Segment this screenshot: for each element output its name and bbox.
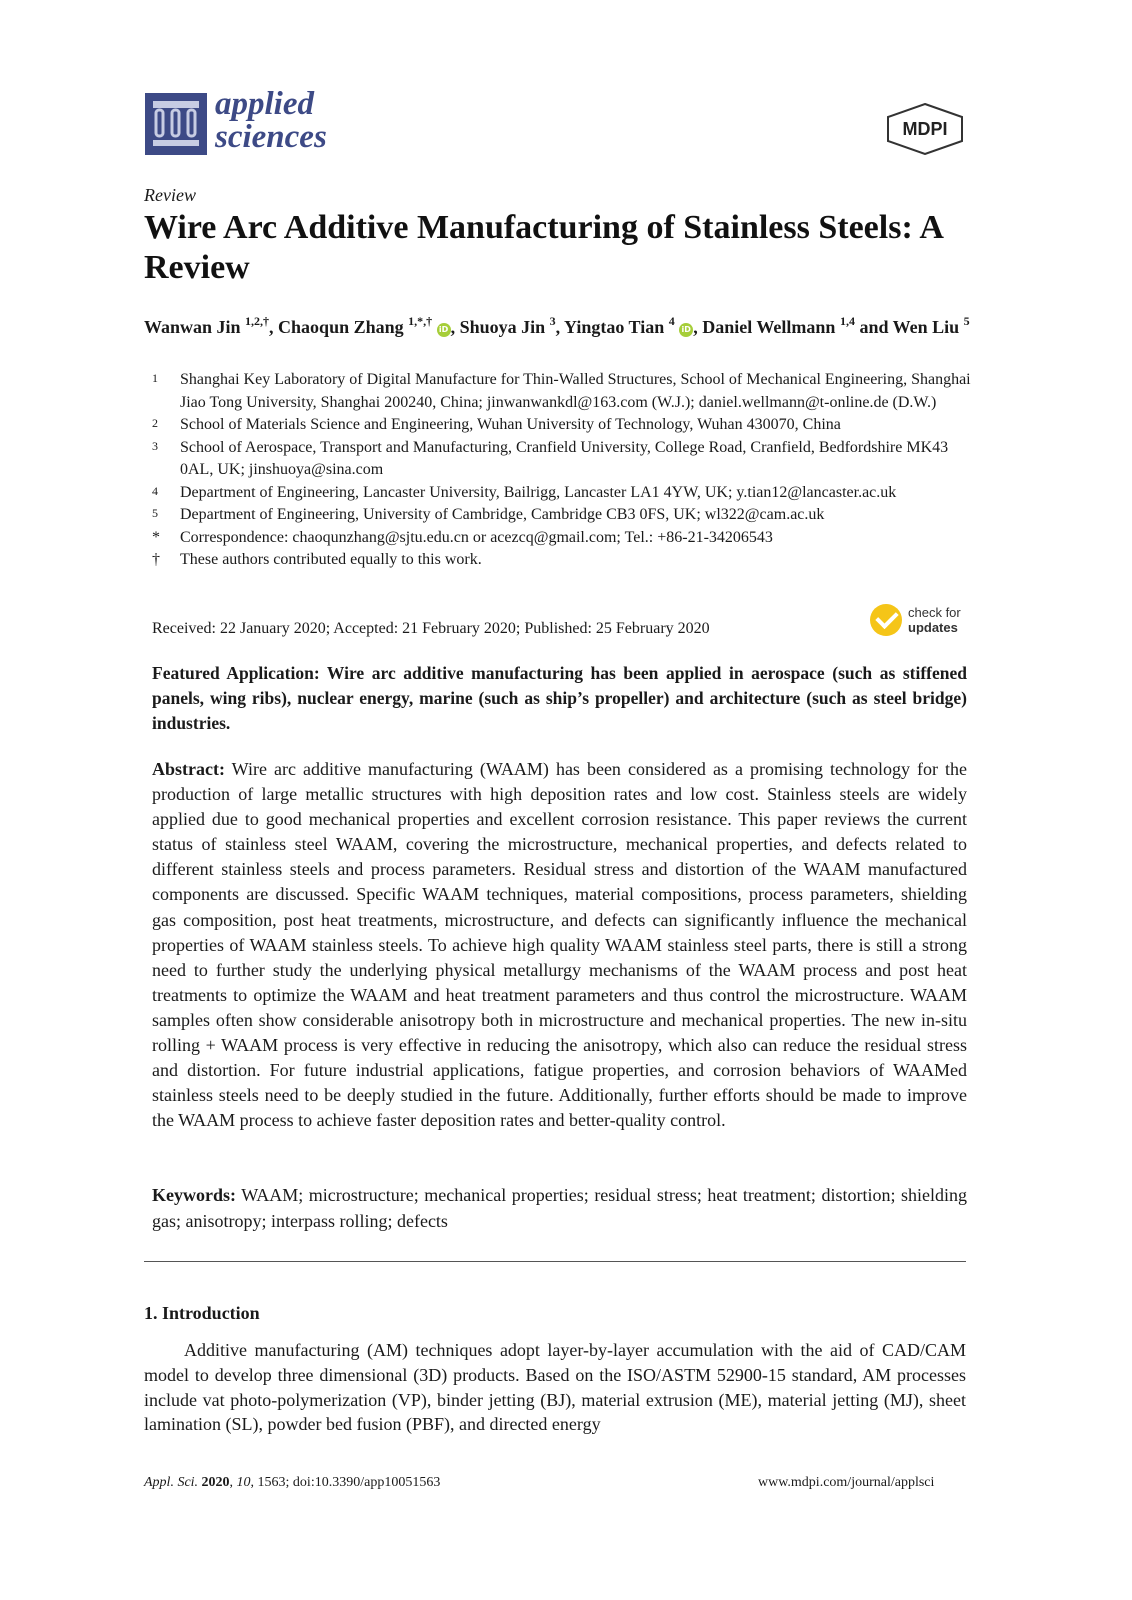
affiliation-text: Department of Engineering, Lancaster University, Bailrigg, Lancaster LA1 4YW, UK; y.tian12@lancaster.ac.uk bbox=[180, 483, 897, 501]
affiliation-item bbox=[152, 414, 982, 437]
author-separator: , bbox=[269, 317, 279, 337]
affiliation-text: Correspondence: chaoqunzhang@sjtu.edu.cn or acezcq@gmail.com; Tel.: +86-21-34206543 bbox=[180, 528, 773, 546]
affiliations bbox=[152, 369, 982, 572]
footer-volume: 10 bbox=[236, 1475, 251, 1490]
author-affiliation-marks: 3 bbox=[549, 314, 556, 328]
journal-logo-icon bbox=[145, 93, 207, 155]
affiliation-mark: 4 bbox=[152, 483, 158, 498]
keywords-text: WAAM; microstructure; mechanical properties; residual stress; heat treatment; distortion; shielding gas; anisotropy; interpass rolling; defects bbox=[152, 1185, 967, 1231]
affiliation-item bbox=[152, 482, 982, 505]
affiliation-item bbox=[152, 504, 982, 527]
article-title: Wire Arc Additive Manufacturing of Stainless Steels: A Review bbox=[144, 209, 943, 286]
affiliation-mark: 2 bbox=[152, 416, 158, 430]
author-affiliation-marks: 1,*,† bbox=[408, 314, 433, 328]
affiliation-mark: 1 bbox=[152, 371, 158, 385]
author-name: Wanwan Jin bbox=[144, 317, 241, 337]
orcid-icon[interactable]: iD bbox=[437, 323, 451, 337]
author-name: Wen Liu bbox=[892, 317, 960, 337]
footer-year: 2020 bbox=[201, 1475, 230, 1490]
affiliation-text: Department of Engineering, University of Cambridge, Cambridge CB3 0FS, UK; wl322@cam.ac.uk bbox=[180, 506, 825, 523]
author-name: Daniel Wellmann bbox=[702, 317, 836, 337]
author-affiliation-marks: 4 bbox=[668, 314, 675, 328]
keywords-label: Keywords: bbox=[152, 1185, 236, 1205]
journal-name-line1: applied bbox=[215, 86, 314, 122]
author-affiliation-marks: 1,2,† bbox=[245, 314, 270, 328]
author-name: Yingtao Tian bbox=[564, 317, 665, 337]
author-name: Chaoqun Zhang bbox=[278, 317, 404, 337]
check-for-label: check for bbox=[908, 605, 961, 620]
abstract-label: Abstract: bbox=[152, 759, 225, 779]
author-separator: and bbox=[854, 317, 893, 337]
author-separator: , bbox=[450, 317, 460, 337]
publisher-name: MDPI bbox=[902, 119, 948, 139]
check-icon bbox=[870, 604, 902, 636]
footer-doi: , 1563; doi:10.3390/app10051563 bbox=[250, 1475, 441, 1490]
article-type: Review bbox=[144, 185, 196, 205]
publication-dates: Received: 22 January 2020; Accepted: 21 February 2020; Published: 25 February 2020 bbox=[152, 620, 710, 637]
author-separator: , bbox=[555, 317, 565, 337]
affiliation-item bbox=[152, 527, 982, 550]
abstract-text: Wire arc additive manufacturing (WAAM) has been considered as a promising technology for the production of large metallic structures with high deposition rates and low cost. Stainless steels are widely applied due to good mechanical properties and excellent corrosion resistance. This paper reviews the current status of stainless steel WAAM, covering the microstructure, mechanical properties, and defects related to different stainless steels and process parameters. Residual stress and distortion of the WAAM manufactured components are discussed. Specific WAAM techniques, material compositions, process parameters, shielding gas composition, post heat treatments, microstructure, and defects can significantly influence the mechanical properties of WAAM stainless steels. To achieve high quality WAAM stainless steel parts, there is still a strong need to further study the underlying physical metallurgy mechanisms of the WAAM process and post heat treatments to optimize the WAAM and heat treatment parameters and thus control the microstructure. WAAM samples often show considerable anisotropy both in microstructure and mechanical properties. The new in-situ rolling + WAAM process is very effective in reducing the anisotropy, which also can reduce the residual stress and distortion. For future industrial applications, fatigue properties, and corrosion behaviors of WAAMed stainless steels need to be deeply studied in the future. Additionally, further efforts should be made to improve the WAAM process to achieve faster deposition rates and better-quality control. bbox=[152, 759, 967, 1131]
featured-label: Featured Application: bbox=[152, 663, 320, 683]
author-name: Shuoya Jin bbox=[459, 317, 546, 337]
affiliation-mark: † bbox=[152, 551, 160, 568]
affiliation-text: These authors contributed equally to this work. bbox=[180, 551, 482, 568]
journal-name bbox=[215, 88, 327, 154]
affiliation-text: School of Aerospace, Transport and Manufacturing, Cranfield University, College Road, Cranfield, Bedfordshire MK43 0AL, UK; jinshuoya@sina.com bbox=[180, 438, 949, 478]
updates-label: updates bbox=[908, 620, 958, 635]
author-separator: , bbox=[693, 317, 703, 337]
footer-url[interactable]: www.mdpi.com/journal/applsci bbox=[758, 1475, 935, 1490]
featured-text: Wire arc additive manufacturing has been applied in aerospace (such as stiffened panels, wing ribs), nuclear energy, marine (such as ship’s propeller) and architecture (such as steel bridge) industries. bbox=[152, 663, 967, 733]
section-title: 1. Introduction bbox=[144, 1303, 260, 1323]
section-body: Additive manufacturing (AM) techniques adopt layer-by-layer accumulation with the aid of CAD/CAM model to develop three dimensional (3D) products. Based on the ISO/ASTM 52900-15 standard, AM processes include vat photo-polymerization (VP), binder jetting (BJ), material extrusion (ME), material jetting (MJ), sheet lamination (SL), powder bed fusion (PBF), and directed energy bbox=[144, 1340, 966, 1435]
footer-journal-abbr: Appl. Sci. bbox=[144, 1475, 199, 1490]
author-list bbox=[144, 309, 984, 341]
author-affiliation-marks: 1,4 bbox=[839, 314, 855, 328]
affiliation-item bbox=[152, 549, 982, 572]
affiliation-item bbox=[152, 369, 982, 414]
abstract bbox=[152, 757, 967, 1133]
affiliation-mark: 5 bbox=[152, 506, 158, 520]
journal-name-line2: sciences bbox=[215, 119, 327, 155]
orcid-icon[interactable]: iD bbox=[679, 323, 693, 337]
featured-application bbox=[152, 661, 967, 736]
affiliation-mark: 3 bbox=[152, 438, 158, 453]
divider bbox=[144, 1261, 966, 1262]
affiliation-item bbox=[152, 437, 982, 482]
author-affiliation-marks: 5 bbox=[963, 314, 970, 328]
check-for-updates-badge[interactable] bbox=[870, 604, 970, 640]
affiliation-text: School of Materials Science and Engineering, Wuhan University of Technology, Wuhan 430070, China bbox=[180, 416, 841, 433]
keywords bbox=[152, 1183, 967, 1234]
affiliation-text: Shanghai Key Laboratory of Digital Manufacture for Thin-Walled Structures, School of Mechanical Engineering, Shanghai Jiao Tong University, Shanghai 200240, China; jinwanwankdl@163.com (W.J.); daniel.wellmann@t-online.de (D.W.) bbox=[180, 371, 971, 411]
footer-citation: Appl. Sci. 2020, 10, 1563; doi:10.3390/app10051563 bbox=[144, 1475, 441, 1490]
mdpi-logo-icon bbox=[886, 103, 964, 155]
affiliation-mark: * bbox=[152, 528, 160, 546]
